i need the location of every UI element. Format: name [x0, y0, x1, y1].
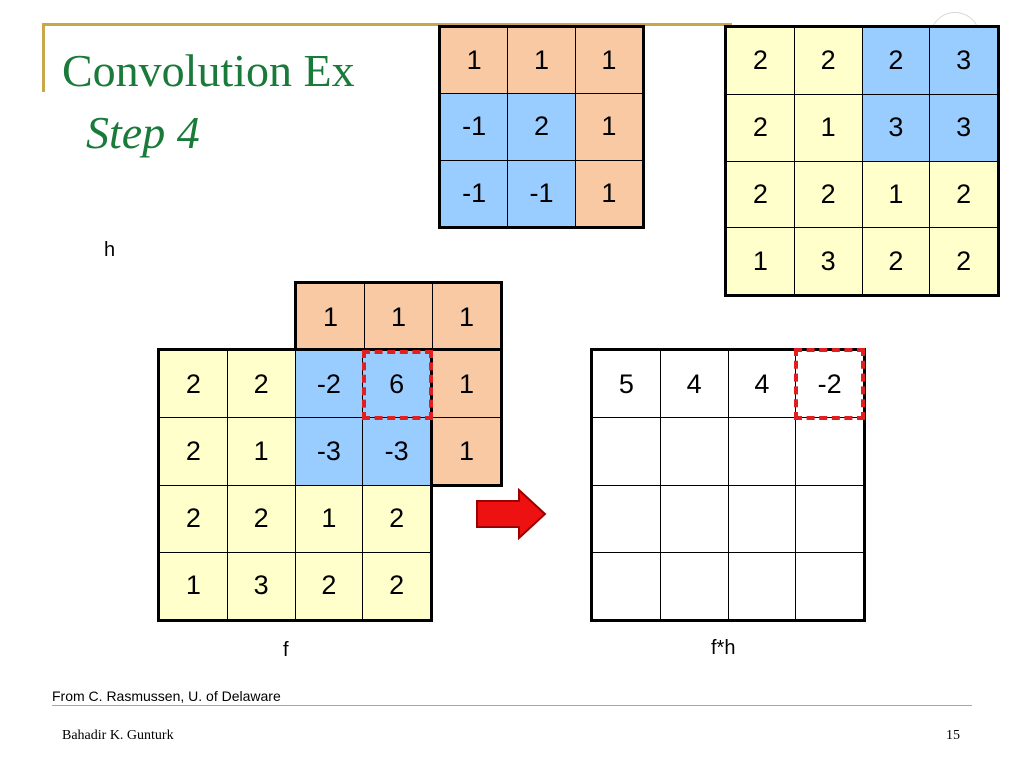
image-f-cell: -3 [363, 418, 430, 484]
kernel-overlay-cell: 1 [297, 284, 364, 350]
image-f-label: f [283, 639, 289, 661]
result-cell [729, 553, 796, 619]
title-accent-rule-vertical [42, 24, 45, 92]
image-f-cell: 6 [363, 351, 430, 417]
result-cell [661, 418, 728, 484]
current-center-highlight [362, 350, 433, 420]
image-f-overlay-matrix [724, 25, 1000, 297]
result-cell: -2 [796, 351, 863, 417]
kernel-h-cell: -1 [441, 161, 507, 226]
kernel-h-cell: -1 [441, 94, 507, 159]
result-cell [661, 486, 728, 552]
image-f-top-cell: 2 [727, 28, 794, 94]
image-f-cell: 2 [363, 486, 430, 552]
slide-title: Convolution Ex [62, 45, 355, 96]
image-f-cell: 2 [160, 351, 227, 417]
image-f-top-cell: 2 [795, 28, 862, 94]
result-fh-label: f*h [711, 637, 736, 659]
image-f-top-cell: 3 [930, 28, 997, 94]
image-f-top-cell: 1 [727, 228, 794, 294]
kernel-top-row-overlay [294, 281, 503, 353]
kernel-h-label: h [104, 239, 116, 261]
image-f-cell: -2 [296, 351, 363, 417]
page-number: 15 [946, 728, 960, 743]
image-f-cell: 1 [433, 351, 500, 417]
image-f-top-cell: 2 [863, 28, 930, 94]
image-f-cell: 2 [160, 418, 227, 484]
image-f-cell: 3 [228, 553, 295, 619]
image-f-top-cell: 3 [795, 228, 862, 294]
result-cell [796, 486, 863, 552]
image-f-top-cell: 1 [795, 95, 862, 161]
image-f-top-cell: 2 [795, 162, 862, 228]
image-f-cell: 1 [228, 418, 295, 484]
result-cell: 4 [661, 351, 728, 417]
result-cell [593, 553, 660, 619]
result-cell: 4 [729, 351, 796, 417]
kernel-h-cell: 1 [576, 161, 642, 226]
image-f-top-cell: 2 [930, 162, 997, 228]
footer-rule [52, 705, 972, 706]
author-name: Bahadir K. Gunturk [62, 728, 174, 743]
result-cell [593, 418, 660, 484]
kernel-h-cell: 1 [576, 94, 642, 159]
right-arrow-icon [475, 488, 547, 540]
result-cell: 5 [593, 351, 660, 417]
image-f-matrix [157, 348, 503, 622]
result-cell [796, 553, 863, 619]
image-f-top-cell: 2 [863, 228, 930, 294]
image-f-top-cell: 2 [727, 162, 794, 228]
kernel-overlay-right-column [430, 348, 503, 487]
image-f-cell: 2 [228, 486, 295, 552]
kernel-h-matrix [438, 25, 645, 229]
result-cell [661, 553, 728, 619]
image-f-cell: 1 [160, 553, 227, 619]
kernel-overlay-cell: 1 [433, 284, 500, 350]
kernel-h-cell: -1 [508, 161, 574, 226]
image-f-cell: -3 [296, 418, 363, 484]
image-f-top-cell: 1 [863, 162, 930, 228]
result-cell [796, 418, 863, 484]
image-f-top-cell: 2 [930, 228, 997, 294]
image-f-cell: 1 [433, 418, 500, 484]
image-f-cell: 2 [296, 553, 363, 619]
result-cell [593, 486, 660, 552]
image-f-cell: 1 [296, 486, 363, 552]
image-f-top-cell: 2 [727, 95, 794, 161]
kernel-h-cell: 1 [508, 28, 574, 93]
image-f-top-cell: 3 [930, 95, 997, 161]
kernel-overlay-cell: 1 [365, 284, 432, 350]
image-f-cell: 2 [160, 486, 227, 552]
result-cell [729, 418, 796, 484]
image-f-top-cell: 3 [863, 95, 930, 161]
image-f-cell: 2 [363, 553, 430, 619]
result-cell [729, 486, 796, 552]
source-credit: From C. Rasmussen, U. of Delaware [52, 688, 281, 704]
kernel-h-cell: 1 [576, 28, 642, 93]
result-current-highlight [794, 348, 865, 420]
kernel-h-cell: 1 [441, 28, 507, 93]
slide-subtitle: Step 4 [86, 107, 200, 158]
kernel-h-cell: 2 [508, 94, 574, 159]
image-f-cell: 2 [228, 351, 295, 417]
